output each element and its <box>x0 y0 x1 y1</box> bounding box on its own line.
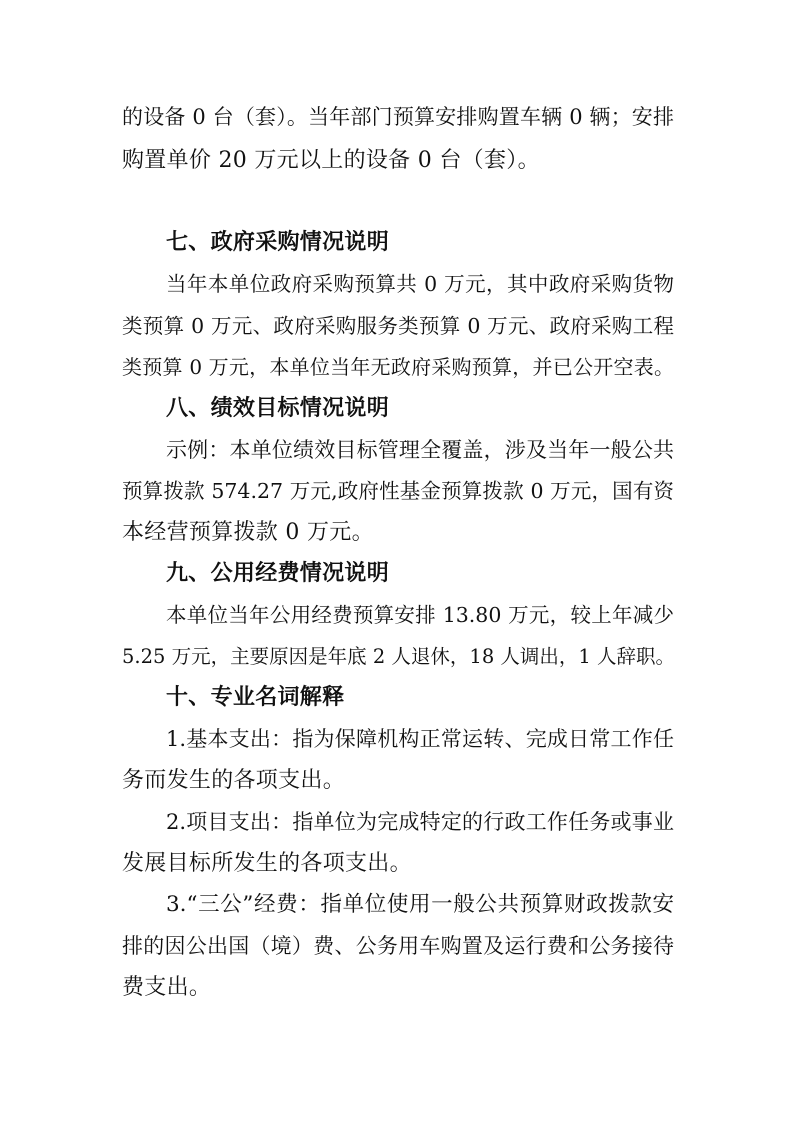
text-line: 当年本单位政府采购预算共 0 万元，其中政府采购货物 <box>166 272 674 296</box>
text-line: 购置单价 20 万元以上的设备 0 台（套）。 <box>122 148 540 173</box>
text-line: 类预算 0 万元，本单位当年无政府采购预算，并已公开空表。 <box>122 355 674 379</box>
text-line: 1.基本支出：指为保障机构正常运转、完成日常工作任 <box>166 727 674 751</box>
text-line: 5.25 万元，主要原因是年底 2 人退休，18 人调出，1 人辞职。 <box>122 645 676 668</box>
text-line: 预算拨款 574.27 万元,政府性基金预算拨款 0 万元，国有资 <box>122 479 674 503</box>
section-heading-public-expenses: 九、公用经费情况说明 <box>166 561 390 586</box>
text-line: 务而发生的各项支出。 <box>122 768 346 793</box>
text-line: 本单位当年公用经费预算安排 13.80 万元，较上年减少 <box>166 603 674 627</box>
section-heading-glossary: 十、专业名词解释 <box>166 685 345 710</box>
section-heading-procurement: 七、政府采购情况说明 <box>166 230 390 255</box>
text-line: 类预算 0 万元、政府采购服务类预算 0 万元、政府采购工程 <box>122 314 674 338</box>
text-line: 的设备 0 台（套）。当年部门预算安排购置车辆 0 辆；安排 <box>122 105 674 129</box>
text-line: 发展目标所发生的各项支出。 <box>122 851 412 876</box>
text-line: 示例：本单位绩效目标管理全覆盖，涉及当年一般公共 <box>166 438 674 462</box>
text-line: 费支出。 <box>122 975 212 1000</box>
text-line: 排的因公出国（境）费、公务用车购置及运行费和公务接待 <box>122 934 674 958</box>
text-line: 3.“三公”经费：指单位使用一般公共预算财政拨款安 <box>166 892 674 917</box>
text-line: 本经营预算拨款 0 万元。 <box>122 520 374 545</box>
text-line: 2.项目支出：指单位为完成特定的行政工作任务或事业 <box>166 810 674 834</box>
section-heading-performance: 八、绩效目标情况说明 <box>166 396 390 421</box>
